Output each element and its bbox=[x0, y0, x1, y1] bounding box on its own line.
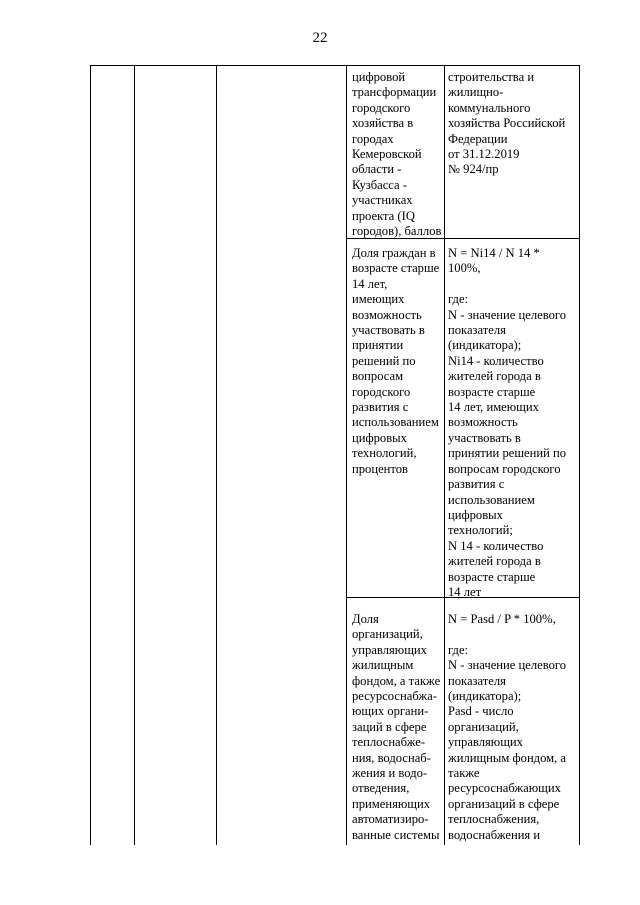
table-cell-indicator: Доля граждан в возрасте старше 14 лет, имеющих возможность участвовать в принятии решений по вопросам городского развития с использованием цифровых технологий, процентов bbox=[352, 246, 440, 476]
column-divider bbox=[346, 65, 347, 845]
table-cell-calculation: N = Ni14 / N 14 * 100%, где: N - значение целевого показателя (индикатора); Ni14 - количество жителей города в возрасте старше 14 лет, имеющих возможность участвовать в принятии решений по вопросам городского развития с использованием цифровых технологий; N 14 - количество жителей города в возрасте старше 14 лет bbox=[448, 246, 567, 599]
column-divider bbox=[216, 65, 217, 845]
table-border-left bbox=[90, 65, 91, 845]
table-border-right bbox=[579, 65, 580, 845]
table-border-top bbox=[90, 65, 580, 66]
table-cell-indicator: Доля организаций, управляющих жилищным фондом, а также ресурсоснабжа- ющих органи- заций в сфере теплоснабже- ния, водоснаб- жения и водо- отведения, применяющих автоматизиро- ванные системы bbox=[352, 612, 441, 842]
table-cell-indicator: цифровой трансформации городского хозяйства в городах Кемеровской области - Кузбасса - участниках проекта (IQ городов), баллов bbox=[352, 70, 442, 239]
column-divider bbox=[134, 65, 135, 845]
table-cell-calculation: строительства и жилищно- коммунального хозяйства Российской Федерации от 31.12.2019 № 924/пр bbox=[448, 70, 566, 177]
column-divider bbox=[444, 65, 445, 845]
indicator-table bbox=[90, 65, 580, 845]
table-cell-calculation: N = Pasd / P * 100%, где: N - значение целевого показателя (индикатора); Pasd - число организаций, управляющих жилищным фондом, а также ресурсоснабжающих организаций в сфере теплоснабжения, водоснабжения и bbox=[448, 612, 567, 842]
page-number: 22 bbox=[312, 30, 328, 46]
